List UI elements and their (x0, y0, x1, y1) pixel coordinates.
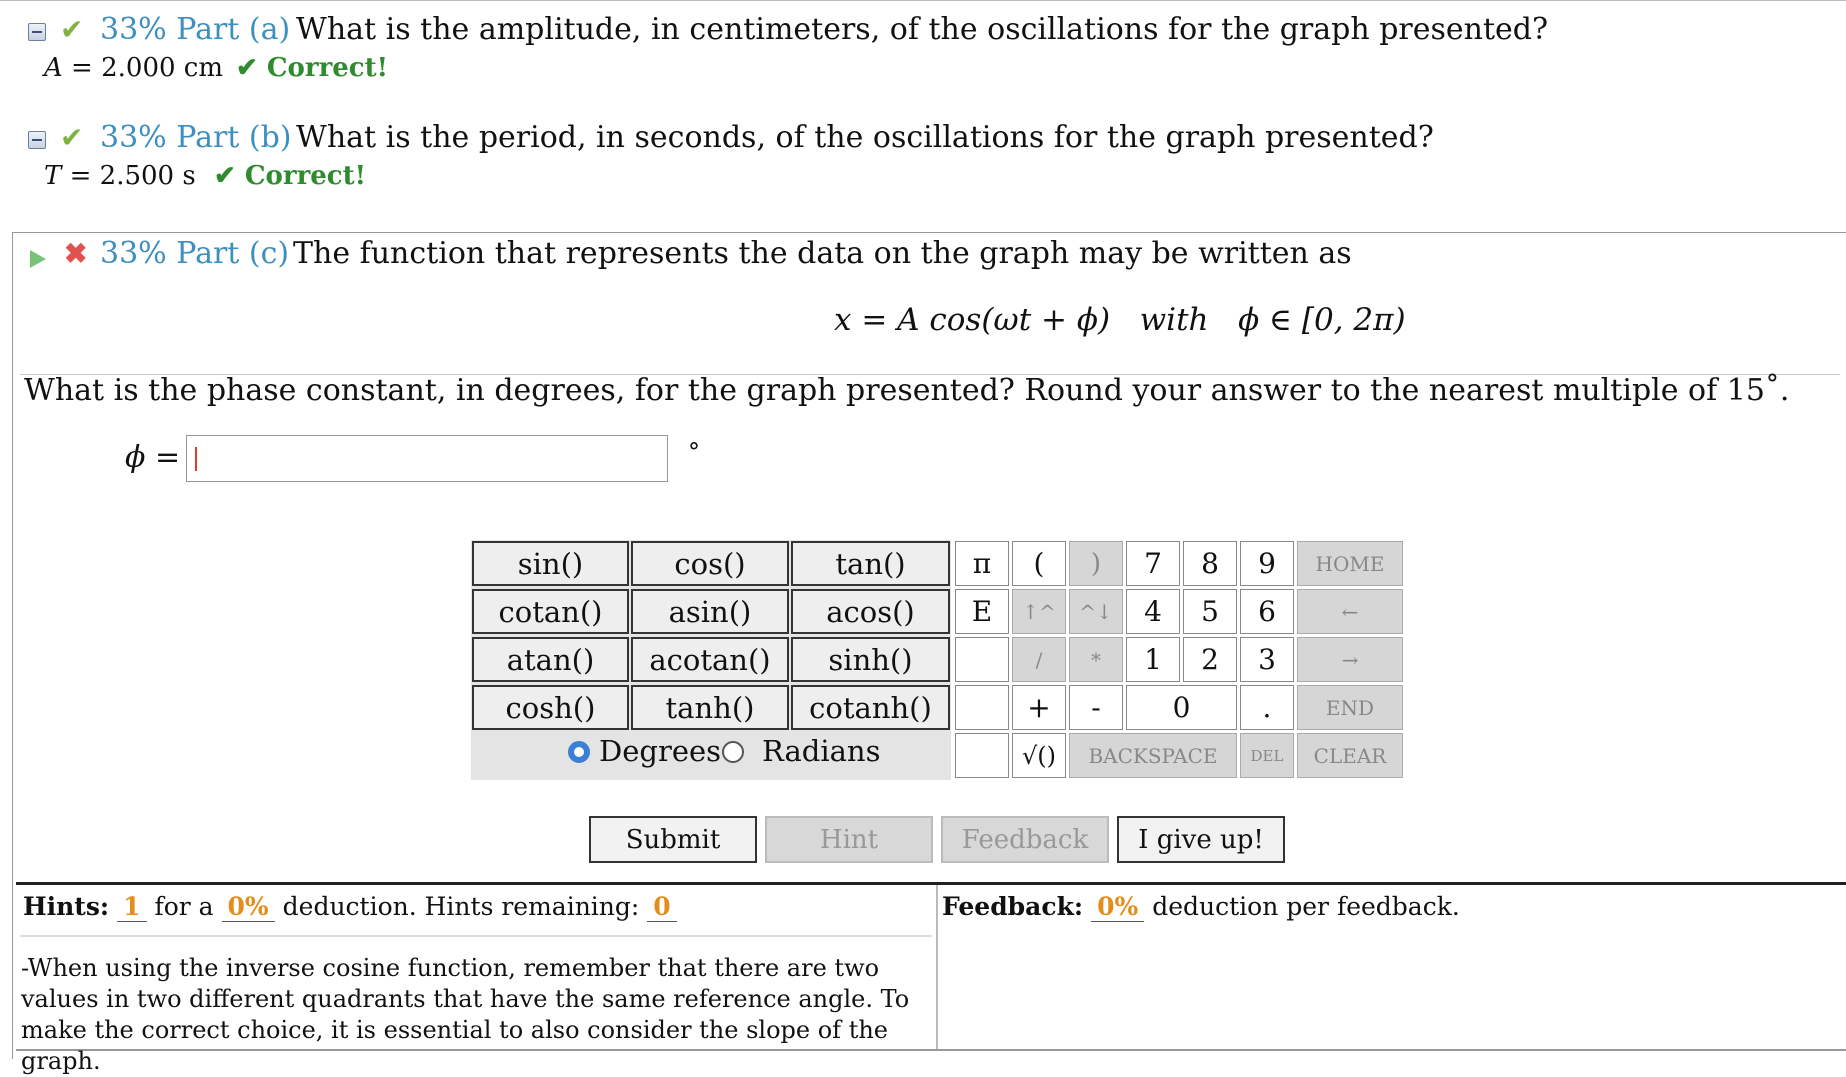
key-blank (955, 685, 1009, 730)
hints-remaining: 0 (647, 892, 676, 922)
key-sqrt[interactable]: √() (1012, 733, 1066, 778)
key-plus[interactable]: + (1012, 685, 1066, 730)
incorrect-x-icon: ✖ (64, 237, 88, 270)
collapse-icon[interactable] (28, 23, 46, 41)
check-icon: ✔ (60, 13, 84, 46)
feedback-button[interactable]: Feedback (941, 816, 1109, 863)
key-minus[interactable]: - (1069, 685, 1123, 730)
check-icon: ✔ (60, 121, 84, 154)
key-tanh[interactable]: tanh() (631, 685, 789, 730)
text-caret (195, 447, 197, 471)
key-acotan[interactable]: acotan() (631, 637, 789, 682)
key-lparen[interactable]: ( (1012, 541, 1066, 586)
radio-degrees[interactable] (568, 741, 590, 763)
hint-button[interactable]: Hint (765, 816, 933, 863)
radio-radians[interactable] (722, 741, 744, 763)
key-sin[interactable]: sin() (472, 541, 629, 586)
key-end[interactable]: END (1297, 685, 1403, 730)
hint-text: -When using the inverse cosine function, remember that there are two values in two different quadrants that have the same reference angle. To make the correct choice, it is essential to also consider the slope of the graph. (21, 954, 910, 1075)
key-7[interactable]: 7 (1126, 541, 1180, 586)
key-0[interactable]: 0 (1126, 685, 1237, 730)
key-blank (955, 733, 1009, 778)
feedback-summary: Feedback: 0% deduction per feedback. (942, 892, 1460, 921)
part-a-header: 33% Part (a) (100, 12, 291, 47)
key-acos[interactable]: acos() (791, 589, 950, 634)
part-c-prompt: What is the phase constant, in degrees, for the graph presented? Round your answer to the nearest multiple of 15˚. (24, 373, 1790, 408)
key-cotanh[interactable]: cotanh() (791, 685, 950, 730)
phi-label: ϕ = (125, 440, 181, 475)
part-b-answer: T = 2.500 s (44, 161, 196, 191)
key-blank (955, 637, 1009, 682)
part-a-status: ✔ Correct! (236, 53, 389, 83)
key-6[interactable]: 6 (1240, 589, 1294, 634)
hints-deduction: 0% (222, 892, 275, 922)
key-down[interactable]: ^↓ (1069, 589, 1123, 634)
key-pi[interactable]: π (955, 541, 1009, 586)
hints-summary: Hints: 1 for a 0% deduction. Hints remaining: 0 (23, 892, 677, 921)
part-a-question: What is the amplitude, in centimeters, of the oscillations for the graph presented? (296, 12, 1549, 47)
key-4[interactable]: 4 (1126, 589, 1180, 634)
key-9[interactable]: 9 (1240, 541, 1294, 586)
collapse-icon[interactable] (28, 131, 46, 149)
submit-button[interactable]: Submit (589, 816, 757, 863)
key-5[interactable]: 5 (1183, 589, 1237, 634)
give-up-button[interactable]: I give up! (1117, 816, 1285, 863)
key-tan[interactable]: tan() (791, 541, 950, 586)
key-cosh[interactable]: cosh() (472, 685, 629, 730)
part-c-question: The function that represents the data on the graph may be written as (293, 236, 1352, 271)
key-clear[interactable]: CLEAR (1297, 733, 1403, 778)
key-atan[interactable]: atan() (472, 637, 629, 682)
key-e[interactable]: E (955, 589, 1009, 634)
key-3[interactable]: 3 (1240, 637, 1294, 682)
expand-arrow-icon[interactable] (30, 250, 46, 268)
equation: x = A cos(ωt + ϕ) with ϕ ∈ [0, 2π) (834, 302, 1406, 338)
key-dot[interactable]: . (1240, 685, 1294, 730)
radians-label: Radians (762, 734, 881, 768)
key-up[interactable]: ↑^ (1012, 589, 1066, 634)
key-2[interactable]: 2 (1183, 637, 1237, 682)
key-right-arrow[interactable]: → (1297, 637, 1403, 682)
degrees-label: Degrees (599, 734, 722, 768)
key-asin[interactable]: asin() (631, 589, 789, 634)
key-del[interactable]: DEL (1240, 733, 1294, 778)
key-8[interactable]: 8 (1183, 541, 1237, 586)
part-b-header: 33% Part (b) (100, 120, 292, 155)
phase-input[interactable] (186, 435, 668, 482)
key-cos[interactable]: cos() (631, 541, 789, 586)
key-cotan[interactable]: cotan() (472, 589, 629, 634)
key-backspace[interactable]: BACKSPACE (1069, 733, 1237, 778)
part-c-header: 33% Part (c) (100, 236, 290, 271)
degree-unit: ° (688, 438, 700, 466)
key-left-arrow[interactable]: ← (1297, 589, 1403, 634)
part-b-status: ✔ Correct! (214, 161, 367, 191)
hints-count: 1 (117, 892, 146, 922)
part-a-answer: A = 2.000 cm (44, 53, 224, 83)
key-sinh[interactable]: sinh() (791, 637, 950, 682)
key-1[interactable]: 1 (1126, 637, 1180, 682)
key-home[interactable]: HOME (1297, 541, 1403, 586)
key-divide[interactable]: / (1012, 637, 1066, 682)
key-rparen[interactable]: ) (1069, 541, 1123, 586)
key-multiply[interactable]: * (1069, 637, 1123, 682)
part-b-question: What is the period, in seconds, of the oscillations for the graph presented? (296, 120, 1434, 155)
feedback-deduction: 0% (1091, 892, 1144, 922)
